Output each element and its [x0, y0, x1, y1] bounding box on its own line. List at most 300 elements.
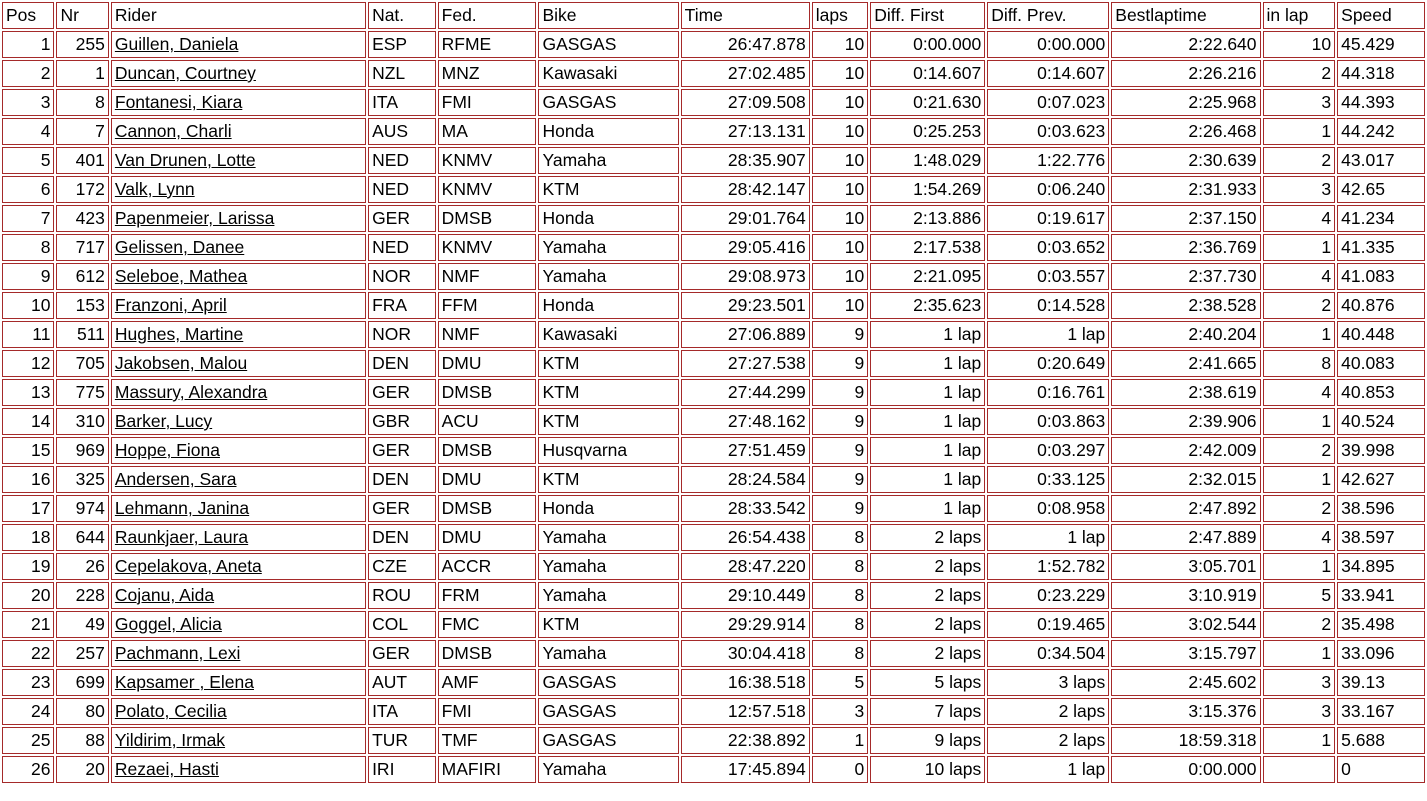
cell-time: 27:02.485	[681, 60, 810, 87]
cell-nr: 705	[56, 350, 108, 377]
cell-fed: MNZ	[438, 60, 537, 87]
cell-speed: 40.853	[1337, 379, 1425, 406]
cell-speed: 41.335	[1337, 234, 1425, 261]
cell-diff-prev: 0:20.649	[987, 350, 1109, 377]
cell-fed: DMU	[438, 524, 537, 551]
table-row	[2, 727, 1425, 754]
cell-bike: Honda	[538, 495, 678, 522]
cell-time: 22:38.892	[681, 727, 810, 754]
cell-nr: 8	[56, 89, 108, 116]
cell-laps: 10	[812, 118, 868, 145]
cell-bestlaptime: 3:15.376	[1111, 698, 1260, 725]
table-row	[2, 263, 1425, 290]
cell-in-lap: 2	[1263, 611, 1336, 638]
cell-diff-first: 1 lap	[870, 408, 985, 435]
header-bike: Bike	[538, 2, 678, 29]
rider-link[interactable]: Hughes, Martine	[114, 324, 244, 344]
cell-bestlaptime: 2:42.009	[1111, 437, 1260, 464]
cell-fed: FMI	[438, 698, 537, 725]
table-row	[2, 698, 1425, 725]
cell-pos: 12	[2, 350, 54, 377]
cell-bike: Yamaha	[538, 263, 678, 290]
rider-link[interactable]: Polato, Cecilia	[114, 701, 227, 721]
table-row	[2, 669, 1425, 696]
cell-nr: 325	[56, 466, 108, 493]
cell-speed: 40.524	[1337, 408, 1425, 435]
cell-time: 30:04.418	[681, 640, 810, 667]
cell-speed: 39.998	[1337, 437, 1425, 464]
cell-bike: Yamaha	[538, 553, 678, 580]
cell-pos: 3	[2, 89, 54, 116]
cell-speed: 0	[1337, 756, 1425, 783]
table-row	[2, 553, 1425, 580]
cell-in-lap: 1	[1263, 640, 1336, 667]
cell-nat: GER	[368, 640, 436, 667]
cell-diff-first: 0:21.630	[870, 89, 985, 116]
cell-speed: 42.627	[1337, 466, 1425, 493]
cell-in-lap: 1	[1263, 321, 1336, 348]
cell-rider	[111, 263, 366, 290]
cell-bike: Husqvarna	[538, 437, 678, 464]
cell-fed: DMSB	[438, 437, 537, 464]
cell-bike: Honda	[538, 205, 678, 232]
cell-pos: 8	[2, 234, 54, 261]
cell-rider	[111, 31, 366, 58]
table-row	[2, 582, 1425, 609]
cell-fed: MA	[438, 118, 537, 145]
cell-laps: 8	[812, 640, 868, 667]
table-row	[2, 495, 1425, 522]
cell-pos: 7	[2, 205, 54, 232]
cell-nr: 80	[56, 698, 108, 725]
cell-rider	[111, 234, 366, 261]
cell-bike: Yamaha	[538, 234, 678, 261]
cell-fed: FMC	[438, 611, 537, 638]
cell-bike: Kawasaki	[538, 60, 678, 87]
cell-diff-prev: 0:07.023	[987, 89, 1109, 116]
cell-bike: GASGAS	[538, 31, 678, 58]
cell-in-lap: 4	[1263, 205, 1336, 232]
cell-rider	[111, 205, 366, 232]
cell-in-lap: 2	[1263, 147, 1336, 174]
cell-fed: FFM	[438, 292, 537, 319]
cell-rider	[111, 553, 366, 580]
cell-in-lap: 2	[1263, 437, 1336, 464]
cell-fed: KNMV	[438, 176, 537, 203]
cell-speed: 38.596	[1337, 495, 1425, 522]
cell-diff-prev: 0:03.297	[987, 437, 1109, 464]
cell-nat: ITA	[368, 89, 436, 116]
cell-fed: RFME	[438, 31, 537, 58]
cell-nr: 612	[56, 263, 108, 290]
rider-link[interactable]: Jakobsen, Malou	[114, 353, 248, 373]
rider-link[interactable]: Raunkjaer, Laura	[114, 527, 249, 547]
cell-fed: FMI	[438, 89, 537, 116]
cell-laps: 9	[812, 321, 868, 348]
cell-laps: 9	[812, 408, 868, 435]
cell-nat: ITA	[368, 698, 436, 725]
cell-nr: 7	[56, 118, 108, 145]
cell-rider	[111, 756, 366, 783]
rider-link[interactable]: Barker, Lucy	[114, 411, 213, 431]
cell-nat: COL	[368, 611, 436, 638]
cell-speed: 5.688	[1337, 727, 1425, 754]
rider-link[interactable]: Valk, Lynn	[114, 179, 195, 199]
cell-diff-first: 2 laps	[870, 640, 985, 667]
cell-diff-prev: 0:19.617	[987, 205, 1109, 232]
cell-laps: 9	[812, 437, 868, 464]
cell-diff-first: 0:25.253	[870, 118, 985, 145]
cell-in-lap: 8	[1263, 350, 1336, 377]
cell-nr: 717	[56, 234, 108, 261]
cell-fed: DMSB	[438, 640, 537, 667]
cell-speed: 39.13	[1337, 669, 1425, 696]
cell-diff-prev: 0:34.504	[987, 640, 1109, 667]
cell-pos: 9	[2, 263, 54, 290]
cell-rider	[111, 582, 366, 609]
table-row	[2, 321, 1425, 348]
cell-diff-first: 5 laps	[870, 669, 985, 696]
cell-nr: 257	[56, 640, 108, 667]
cell-speed: 40.876	[1337, 292, 1425, 319]
cell-diff-prev: 0:03.652	[987, 234, 1109, 261]
cell-bike: Honda	[538, 292, 678, 319]
rider-link[interactable]: Rezaei, Hasti	[114, 759, 219, 779]
cell-speed: 35.498	[1337, 611, 1425, 638]
cell-pos: 24	[2, 698, 54, 725]
cell-laps: 8	[812, 524, 868, 551]
cell-pos: 18	[2, 524, 54, 551]
cell-laps: 10	[812, 292, 868, 319]
cell-time: 28:42.147	[681, 176, 810, 203]
cell-bestlaptime: 2:36.769	[1111, 234, 1260, 261]
cell-speed: 41.234	[1337, 205, 1425, 232]
cell-pos: 22	[2, 640, 54, 667]
header-laps: laps	[812, 2, 868, 29]
cell-in-lap: 2	[1263, 292, 1336, 319]
cell-rider	[111, 437, 366, 464]
cell-time: 28:24.584	[681, 466, 810, 493]
cell-fed: DMSB	[438, 495, 537, 522]
cell-rider	[111, 611, 366, 638]
cell-fed: DMU	[438, 466, 537, 493]
cell-time: 29:08.973	[681, 263, 810, 290]
cell-bike: Yamaha	[538, 640, 678, 667]
rider-link[interactable]: Cannon, Charli	[114, 121, 232, 141]
cell-diff-prev: 0:08.958	[987, 495, 1109, 522]
cell-bike: Yamaha	[538, 524, 678, 551]
cell-diff-first: 2:17.538	[870, 234, 985, 261]
cell-pos: 6	[2, 176, 54, 203]
cell-laps: 9	[812, 350, 868, 377]
cell-time: 27:48.162	[681, 408, 810, 435]
rider-link[interactable]: Goggel, Alicia	[114, 614, 222, 634]
cell-rider	[111, 669, 366, 696]
cell-bestlaptime: 3:05.701	[1111, 553, 1260, 580]
rider-link[interactable]: Lehmann, Janina	[114, 498, 250, 518]
rider-link[interactable]: Fontanesi, Kiara	[114, 92, 243, 112]
cell-time: 27:13.131	[681, 118, 810, 145]
rider-link[interactable]: Cojanu, Aida	[114, 585, 215, 605]
cell-in-lap: 3	[1263, 89, 1336, 116]
cell-fed: ACU	[438, 408, 537, 435]
cell-nat: ESP	[368, 31, 436, 58]
cell-diff-first: 2:35.623	[870, 292, 985, 319]
cell-diff-first: 2:13.886	[870, 205, 985, 232]
cell-fed: FRM	[438, 582, 537, 609]
cell-diff-first: 7 laps	[870, 698, 985, 725]
cell-laps: 10	[812, 60, 868, 87]
cell-in-lap: 2	[1263, 495, 1336, 522]
cell-rider	[111, 640, 366, 667]
cell-in-lap: 1	[1263, 553, 1336, 580]
cell-laps: 9	[812, 466, 868, 493]
cell-fed: TMF	[438, 727, 537, 754]
cell-time: 29:10.449	[681, 582, 810, 609]
cell-diff-first: 1 lap	[870, 321, 985, 348]
cell-nr: 172	[56, 176, 108, 203]
cell-speed: 38.597	[1337, 524, 1425, 551]
cell-time: 27:51.459	[681, 437, 810, 464]
cell-bestlaptime: 3:02.544	[1111, 611, 1260, 638]
cell-diff-prev: 1 lap	[987, 756, 1109, 783]
cell-bestlaptime: 2:38.528	[1111, 292, 1260, 319]
cell-speed: 44.318	[1337, 60, 1425, 87]
cell-nat: GBR	[368, 408, 436, 435]
cell-rider	[111, 147, 366, 174]
cell-bike: GASGAS	[538, 669, 678, 696]
cell-diff-prev: 0:33.125	[987, 466, 1109, 493]
cell-speed: 41.083	[1337, 263, 1425, 290]
cell-diff-first: 1 lap	[870, 495, 985, 522]
cell-laps: 8	[812, 611, 868, 638]
table-row	[2, 350, 1425, 377]
rider-link[interactable]: Andersen, Sara	[114, 469, 237, 489]
table-row	[2, 147, 1425, 174]
cell-time: 29:05.416	[681, 234, 810, 261]
cell-bestlaptime: 2:40.204	[1111, 321, 1260, 348]
table-row	[2, 379, 1425, 406]
cell-rider	[111, 321, 366, 348]
cell-bike: Yamaha	[538, 756, 678, 783]
rider-link[interactable]: Duncan, Courtney	[114, 63, 256, 83]
cell-speed: 44.393	[1337, 89, 1425, 116]
rider-link[interactable]: Massury, Alexandra	[114, 382, 268, 402]
cell-time: 17:45.894	[681, 756, 810, 783]
cell-rider	[111, 495, 366, 522]
cell-laps: 3	[812, 698, 868, 725]
cell-diff-prev: 0:19.465	[987, 611, 1109, 638]
cell-pos: 16	[2, 466, 54, 493]
rider-link[interactable]: Papenmeier, Larissa	[114, 208, 275, 228]
cell-laps: 10	[812, 89, 868, 116]
cell-nat: GER	[368, 437, 436, 464]
cell-diff-prev: 1 lap	[987, 321, 1109, 348]
cell-pos: 17	[2, 495, 54, 522]
cell-speed: 42.65	[1337, 176, 1425, 203]
cell-nat: GER	[368, 379, 436, 406]
cell-nat: TUR	[368, 727, 436, 754]
rider-link[interactable]: Hoppe, Fiona	[114, 440, 220, 460]
cell-in-lap: 1	[1263, 727, 1336, 754]
cell-in-lap	[1263, 756, 1336, 783]
cell-nr: 26	[56, 553, 108, 580]
cell-diff-first: 2 laps	[870, 582, 985, 609]
cell-laps: 0	[812, 756, 868, 783]
cell-bestlaptime: 2:26.468	[1111, 118, 1260, 145]
header-fed: Fed.	[438, 2, 537, 29]
cell-nat: FRA	[368, 292, 436, 319]
cell-laps: 8	[812, 582, 868, 609]
cell-nat: DEN	[368, 466, 436, 493]
cell-nat: DEN	[368, 350, 436, 377]
cell-diff-prev: 1 lap	[987, 524, 1109, 551]
cell-pos: 13	[2, 379, 54, 406]
cell-fed: NMF	[438, 263, 537, 290]
cell-laps: 9	[812, 495, 868, 522]
cell-diff-first: 2 laps	[870, 524, 985, 551]
cell-diff-first: 1:54.269	[870, 176, 985, 203]
header-nat: Nat.	[368, 2, 436, 29]
cell-rider	[111, 176, 366, 203]
cell-nr: 228	[56, 582, 108, 609]
cell-diff-first: 1:48.029	[870, 147, 985, 174]
cell-nat: AUS	[368, 118, 436, 145]
cell-laps: 5	[812, 669, 868, 696]
cell-diff-prev: 0:06.240	[987, 176, 1109, 203]
cell-laps: 10	[812, 234, 868, 261]
rider-link[interactable]: Guillen, Daniela	[114, 34, 239, 54]
cell-diff-prev: 0:00.000	[987, 31, 1109, 58]
table-row	[2, 466, 1425, 493]
rider-link[interactable]: Yildirim, Irmak	[114, 730, 226, 750]
cell-nat: GER	[368, 205, 436, 232]
cell-rider	[111, 89, 366, 116]
cell-diff-prev: 3 laps	[987, 669, 1109, 696]
cell-nr: 974	[56, 495, 108, 522]
cell-in-lap: 5	[1263, 582, 1336, 609]
cell-time: 28:35.907	[681, 147, 810, 174]
cell-speed: 45.429	[1337, 31, 1425, 58]
cell-laps: 10	[812, 147, 868, 174]
cell-pos: 5	[2, 147, 54, 174]
cell-rider	[111, 727, 366, 754]
cell-bike: GASGAS	[538, 698, 678, 725]
header-bestlaptime: Bestlaptime	[1111, 2, 1260, 29]
header-in-lap: in lap	[1263, 2, 1336, 29]
cell-pos: 14	[2, 408, 54, 435]
cell-nat: NED	[368, 147, 436, 174]
cell-time: 26:47.878	[681, 31, 810, 58]
cell-time: 29:29.914	[681, 611, 810, 638]
cell-time: 27:27.538	[681, 350, 810, 377]
cell-pos: 25	[2, 727, 54, 754]
cell-bestlaptime: 0:00.000	[1111, 756, 1260, 783]
cell-diff-first: 0:00.000	[870, 31, 985, 58]
header-speed: Speed	[1337, 2, 1425, 29]
cell-bestlaptime: 2:47.892	[1111, 495, 1260, 522]
cell-bestlaptime: 3:10.919	[1111, 582, 1260, 609]
cell-diff-prev: 0:14.528	[987, 292, 1109, 319]
table-row	[2, 292, 1425, 319]
rider-link[interactable]: Van Drunen, Lotte	[114, 150, 256, 170]
rider-link[interactable]: Pachmann, Lexi	[114, 643, 241, 663]
table-row	[2, 205, 1425, 232]
cell-bestlaptime: 2:47.889	[1111, 524, 1260, 551]
rider-link[interactable]: Franzoni, April	[114, 295, 227, 315]
cell-diff-first: 1 lap	[870, 350, 985, 377]
header-rider: Rider	[111, 2, 366, 29]
cell-in-lap: 3	[1263, 176, 1336, 203]
cell-nat: IRI	[368, 756, 436, 783]
cell-nr: 20	[56, 756, 108, 783]
header-time: Time	[681, 2, 810, 29]
cell-diff-first: 2 laps	[870, 611, 985, 638]
cell-time: 27:06.889	[681, 321, 810, 348]
cell-in-lap: 10	[1263, 31, 1336, 58]
cell-bestlaptime: 3:15.797	[1111, 640, 1260, 667]
cell-diff-prev: 0:03.863	[987, 408, 1109, 435]
cell-diff-first: 2:21.095	[870, 263, 985, 290]
cell-nat: NOR	[368, 321, 436, 348]
cell-nat: NOR	[368, 263, 436, 290]
cell-diff-prev: 0:03.557	[987, 263, 1109, 290]
header-row	[2, 2, 1425, 29]
cell-time: 29:01.764	[681, 205, 810, 232]
cell-nr: 153	[56, 292, 108, 319]
rider-link[interactable]: Kapsamer , Elena	[114, 672, 254, 692]
cell-pos: 26	[2, 756, 54, 783]
table-row	[2, 234, 1425, 261]
rider-link[interactable]: Cepelakova, Aneta	[114, 556, 262, 576]
cell-pos: 1	[2, 31, 54, 58]
cell-time: 26:54.438	[681, 524, 810, 551]
cell-nr: 423	[56, 205, 108, 232]
cell-bestlaptime: 2:38.619	[1111, 379, 1260, 406]
cell-bestlaptime: 2:41.665	[1111, 350, 1260, 377]
cell-bestlaptime: 2:31.933	[1111, 176, 1260, 203]
cell-diff-first: 0:14.607	[870, 60, 985, 87]
table-row	[2, 437, 1425, 464]
results-body	[2, 31, 1425, 783]
cell-bike: GASGAS	[538, 727, 678, 754]
table-row	[2, 118, 1425, 145]
cell-nat: CZE	[368, 553, 436, 580]
cell-time: 28:33.542	[681, 495, 810, 522]
table-row	[2, 640, 1425, 667]
cell-nat: NED	[368, 176, 436, 203]
cell-speed: 44.242	[1337, 118, 1425, 145]
cell-diff-first: 1 lap	[870, 437, 985, 464]
cell-in-lap: 2	[1263, 60, 1336, 87]
cell-rider	[111, 292, 366, 319]
table-row	[2, 524, 1425, 551]
rider-link[interactable]: Gelissen, Danee	[114, 237, 245, 257]
header-diff-prev: Diff. Prev.	[987, 2, 1109, 29]
cell-nr: 1	[56, 60, 108, 87]
cell-pos: 2	[2, 60, 54, 87]
cell-rider	[111, 466, 366, 493]
cell-in-lap: 1	[1263, 408, 1336, 435]
cell-diff-first: 9 laps	[870, 727, 985, 754]
cell-rider	[111, 118, 366, 145]
cell-bestlaptime: 18:59.318	[1111, 727, 1260, 754]
cell-in-lap: 3	[1263, 669, 1336, 696]
cell-bestlaptime: 2:37.730	[1111, 263, 1260, 290]
rider-link[interactable]: Seleboe, Mathea	[114, 266, 248, 286]
cell-time: 12:57.518	[681, 698, 810, 725]
cell-rider	[111, 408, 366, 435]
